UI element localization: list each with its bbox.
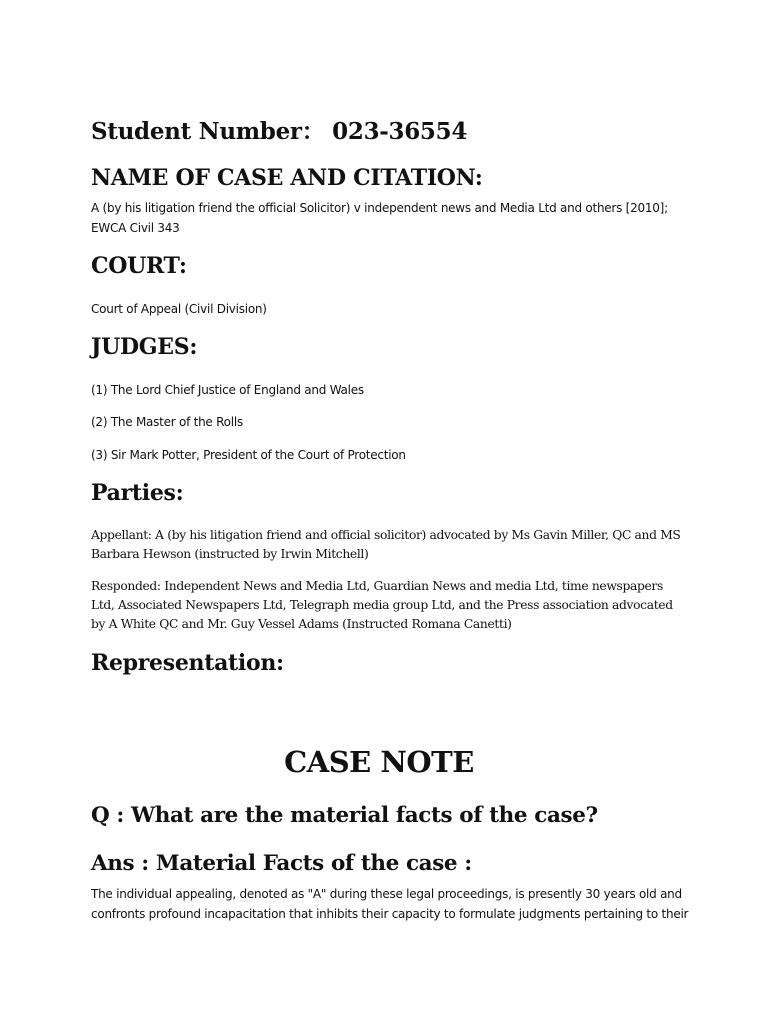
appellant-line-1: Appellant: A (by his litigation friend and official solicitor) advocated by Ms Gavin Miller, QC and MS	[91, 528, 681, 542]
case-citation-line-2: EWCA Civil 343	[91, 221, 180, 235]
case-citation-heading: NAME OF CASE AND CITATION:	[91, 165, 483, 191]
court-text: Court of Appeal (Civil Division)	[91, 302, 267, 316]
question-heading: Q : What are the material facts of the case?	[91, 803, 598, 828]
appellant-line-2: Barbara Hewson (instructed by Irwin Mitchell)	[91, 547, 369, 561]
case-citation-line-1: A (by his litigation friend the official Solicitor) v independent news and Media Ltd and others [2010];	[91, 201, 668, 215]
student-number-label: Student Number：	[91, 118, 325, 145]
judge-item: (2) The Master of the Rolls	[91, 415, 243, 429]
responded-line-3: by A White QC and Mr. Guy Vessel Adams (Instructed Romana Canetti)	[91, 617, 512, 631]
parties-heading: Parties:	[91, 480, 184, 506]
material-facts-line-2: confronts profound incapacitation that inhibits their capacity to formulate judgments pertaining to their	[91, 907, 689, 921]
responded-line-2: Ltd, Associated Newspapers Ltd, Telegraph media group Ltd, and the Press association advocated	[91, 598, 673, 612]
judge-item: (1) The Lord Chief Justice of England and Wales	[91, 383, 364, 397]
responded-line-1: Responded: Independent News and Media Ltd, Guardian News and media Ltd, time newspapers	[91, 579, 663, 593]
court-heading: COURT:	[91, 253, 187, 279]
case-note-title: CASE NOTE	[284, 745, 474, 779]
judge-item: (3) Sir Mark Potter, President of the Court of Protection	[91, 448, 406, 462]
material-facts-line-1: The individual appealing, denoted as "A" during these legal proceedings, is presently 30 years old and	[91, 887, 682, 901]
student-number-heading	[91, 113, 467, 146]
representation-heading: Representation:	[91, 650, 284, 676]
student-number-value: 023-36554	[332, 118, 468, 145]
answer-heading: Ans : Material Facts of the case :	[91, 851, 472, 876]
judges-heading: JUDGES:	[91, 334, 198, 360]
